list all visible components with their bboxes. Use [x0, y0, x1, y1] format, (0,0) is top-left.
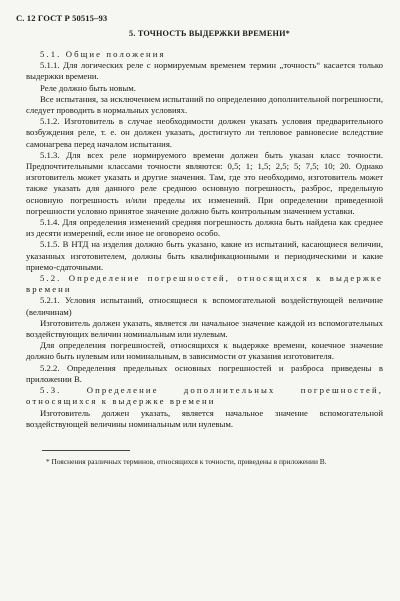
subsection-heading: 5.2. Определение погрешностей, относящихся к выдержке времени [26, 273, 383, 295]
footnote: * Пояснения различных терминов, относящихся к точности, приведены в приложении В. [46, 456, 327, 466]
section-title: 5. ТОЧНОСТЬ ВЫДЕРЖКИ ВРЕМЕНИ* [129, 29, 290, 38]
paragraph: 5.1.2. Изготовитель в случае необходимости должен указать условия предварительного возбуждения реле, т. е. он должен указать, достигнуто ли тепловое равновесие вследствие самонагрева перед началом испытания. [26, 116, 383, 149]
subsection-heading: 5.3. Определение дополнительных погрешностей, относящихся к выдержке времени [26, 385, 383, 407]
paragraph: 5.2.1. Условия испытаний, относящиеся к вспомогательной воздействующей величине (величинам) [26, 295, 383, 317]
paragraph: Изготовитель должен указать, является начальное значение вспомогательной воздействующей величины номинальным или нулевым. [26, 407, 383, 429]
subsection-heading: 5.1. Общие положения [40, 49, 166, 59]
paragraph: Для определения погрешностей, относящихся к выдержке времени, конечное значение должно быть нулевым или номинальным, в зависимости от указания изготовителя. [26, 340, 383, 362]
paragraph: 5.1.1. Для логических реле с нормируемым временем термин „точность“ касается только выдержки времени. [26, 60, 383, 82]
paragraph: 5.1.3. Для всех реле нормируемого времени должен быть указан класс точности. Предпочтительными классами точности являются: 0,5; 1; 1,5; 2,5; 5; 7,5; 10; 20. Однако изготовитель может указать и другие значения. Там, где это необходимо, изготовитель может также указать для данного реле среднюю основную погрешность, разброс, предельную основную погрешность и/или пределы их изменений. При определении приведенной погрешности условно принятое значение должно быть контрольным значением уставки. [26, 149, 383, 216]
paragraph: Все испытания, за исключением испытаний по определению дополнительной погрешности, следует проводить в нормальных условиях. [26, 93, 383, 116]
paragraph: Реле должно быть новым. [40, 82, 136, 93]
paragraph: 5.1.5. В НТД на изделия должно быть указано, какие из испытаний, касающиеся величин, указанных изготовителем, должны быть квалификационными и периодическими и какие приемо-сдаточными. [26, 239, 383, 272]
page-header: С. 12 ГОСТ Р 50515–93 [16, 13, 108, 23]
paragraph: 5.2.2. Определения предельных основных погрешностей и разброса приведены в приложении В. [26, 362, 383, 384]
body-text [26, 49, 383, 430]
paragraph: 5.1.4. Для определения изменений средняя погрешность должна быть найдена как среднее из десяти измерений, если иное не оговорено особо. [26, 217, 383, 239]
footnote-divider [42, 450, 130, 451]
paragraph: Изготовитель должен указать, является ли начальное значение каждой из вспомогательных воздействующих величин номинальным или нулевым. [26, 317, 383, 340]
